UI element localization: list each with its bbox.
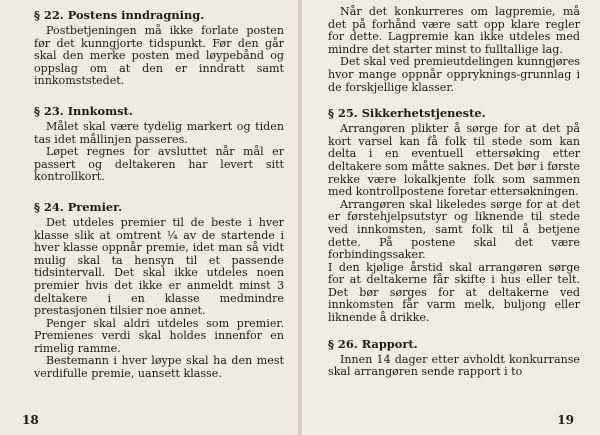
section-23-heading: § 23. Innkomst. (34, 103, 133, 118)
section-25-paragraph-1: Arrangøren plikter å sørge for at det på kort varsel kan få folk til stede som kan delta i en eventuell ettersøking etter deltakere som måtte saknes. Det bør i første rekke være lokalkjente folk som sammen med kontrollpostene foretar ettersøkningen. (328, 122, 580, 199)
left-page (0, 0, 298, 435)
section-24-heading: § 24. Premier. (34, 199, 123, 214)
page-number-right: 19 (557, 413, 574, 427)
section-22-text: Postbetjeningen må ikke forlate posten før det kunngjorte tidspunkt. Før den går skal den merke posten med løypebånd og oppslag om at den er inndratt samt innkomststedet. (34, 24, 284, 88)
section-24-paragraph-3: Bestemann i hver løype skal ha den mest verdifulle premie, uansett klasse. (34, 354, 284, 381)
section-26-paragraph-1: Innen 14 dager etter avholdt konkurranse skal arrangøren sende rapport i to (328, 352, 580, 379)
section-26-heading: § 26. Rapport. (328, 336, 418, 351)
section-24-paragraph-1: Det utdeles premier til de beste i hver klasse slik at omtrent ¼ av de startende i hver klasse oppnår premie, idet man så vidt mulig skal ta hensyn til et passende tidsintervall. Det skal ikke utdeles noen premier hvis det ikke er anmeldt minst 3 deltakere i en klasse medmindre prestasjonen tilsier noe annet. (34, 215, 284, 318)
section-23-paragraph-2: Løpet regnes for avsluttet når mål er passert og deltakeren har levert sitt kontrollkort. (34, 145, 284, 184)
section-23-paragraph-1: Målet skal være tydelig markert og tiden tas idet mållinjen passeres. (34, 119, 284, 146)
lagpremie-paragraph: Når det konkurreres om lagpremie, må det på forhånd være satt opp klare regler for dette. Lagpremie kan ikke utdeles med mindre det starter minst to fulltallige lag. (328, 5, 580, 56)
section-25-heading: § 25. Sikkerhetstjeneste. (328, 106, 486, 121)
oppryknings-paragraph: Det skal ved premieutdelingen kunngjøres hvor mange oppnår oppryknings-grunnlag i de forskjellige klasser. (328, 55, 580, 94)
section-24-paragraph-2: Penger skal aldri utdeles som premier. Premienes verdi skal holdes innenfor en rimelig ramme. (34, 316, 284, 355)
section-22-heading: § 22. Postens inndragning. (34, 8, 205, 22)
section-25-paragraph-3: I den kjølige årstid skal arrangøren sørge for at deltakerne får skifte i hus eller telt. Det bør sørges for at deltakerne ved innkomsten får varm melk, buljong eller liknende å drikke. (328, 260, 580, 325)
right-page (302, 0, 600, 435)
section-25-paragraph-2: Arrangøren skal likeledes sørge for at det er førstehjelpsutstyr og liknende til stede ved innkomsten, samt folk til å betjene dette. På postene skal det være forbindingssaker. (328, 197, 580, 262)
page-number-left: 18 (22, 413, 39, 427)
